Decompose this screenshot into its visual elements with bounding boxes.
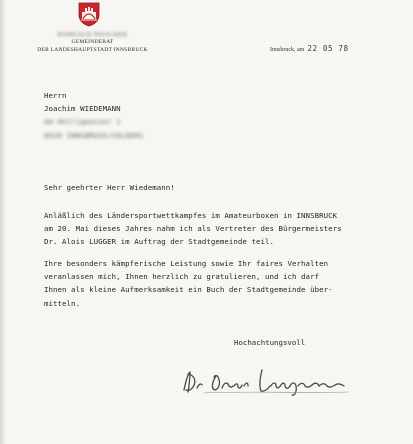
handwritten-signature (178, 362, 368, 402)
closing: Hochachtungsvoll (234, 338, 306, 347)
date-place-label: Innsbruck, am (270, 47, 305, 53)
paragraph-2-line: Ihre besonders kämpferische Leistung sowie Ihr faires Verhalten (44, 259, 329, 268)
paragraph-2-line: Ihnen als kleine Aufmerksamkeit ein Buch der Stadtgemeinde über- (44, 285, 333, 295)
innsbruck-coat-of-arms-icon (78, 2, 100, 27)
paragraph-2 (44, 257, 333, 310)
paragraph-1-line: am 20. Mai dieses Jahres nahm ich als Vertreter des Bürgermeisters (44, 224, 342, 234)
greeting: Sehr geehrter Herr Wiedemann! (44, 183, 175, 192)
paragraph-2-line: veranlassen mich, Ihnen herzlich zu gratulieren, und ich darf (44, 272, 320, 282)
recipient-salutation-line: Herrn (44, 91, 67, 100)
paragraph-1 (44, 209, 342, 249)
letterhead-council: GEMEINDERAT (71, 39, 114, 46)
recipient-name: Joachim WIEDEMANN (44, 104, 121, 114)
letterhead-name: ROMUALD NIESCHER (57, 32, 128, 38)
paragraph-1-line: Dr. Alois LUGGER im Auftrag der Stadtgemeinde teil. (44, 237, 274, 247)
date-value: 22 05 78 (307, 44, 349, 53)
recipient-city: 6020 INNSBRUCK/VOLDERS (44, 130, 144, 140)
date-line (270, 44, 349, 53)
paragraph-2-line: mitteln. (44, 298, 81, 308)
paragraph-1-line: Anläßlich des Ländersportwettkampfes im Amateurboxen in INNSBRUCK (44, 211, 338, 220)
recipient-address (44, 89, 143, 142)
letterhead (25, 32, 160, 54)
letterhead-city: DER LANDESHAUPTSTADT INNSBRUCK (37, 46, 148, 53)
recipient-street: Am Heiligwasser 1 (44, 117, 121, 127)
